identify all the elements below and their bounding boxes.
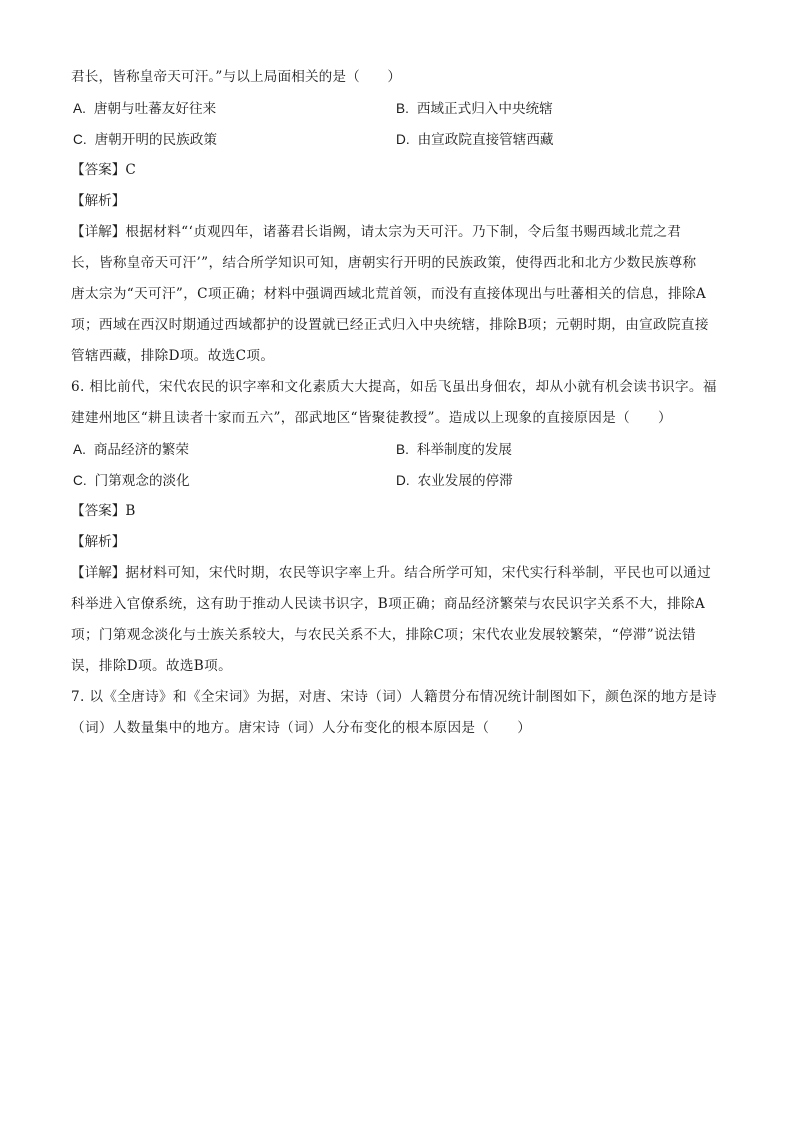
- q5-options-row-1: [71, 93, 723, 124]
- q5-answer: [71, 155, 723, 186]
- q5-option-a-text: 唐朝与吐蕃友好往来: [93, 101, 217, 117]
- q6-detail-line-1: [71, 558, 723, 589]
- q6-option-b-text: 科举制度的发展: [416, 442, 512, 458]
- q6-detail: [71, 558, 723, 682]
- q5-stem-tail: 君长，皆称皇帝天可汗。”与以上局面相关的是（ ）: [71, 69, 402, 85]
- q6-stem-line-2: 建建州地区“耕且读者十家而五六”，邵武地区“皆聚徒教授”。造成以上现象的直接原因是（ ）: [71, 410, 672, 426]
- q6-options-row-2: [71, 465, 723, 496]
- q5-answer-label: 【答案】: [71, 162, 126, 178]
- q6-option-a: [73, 434, 189, 466]
- q6-detail-line-4: 误，排除D项。故选B项。: [71, 658, 233, 674]
- q6-stem-line-1: 6. 相比前代，宋代农民的识字率和文化素质大大提高，如岳飞虽出身佃农，却从小就有机会读书识字。福: [71, 379, 717, 395]
- q5-options-row-2: [71, 124, 723, 155]
- q5-analysis-label-text: 【解析】: [71, 193, 126, 209]
- q6-answer-label: 【答案】: [71, 503, 126, 519]
- q6-detail-line-3: 项；门第观念淡化与士族关系较大，与农民关系不大，排除C项；宋代农业发展较繁荣，“停滞”说法错: [71, 627, 696, 643]
- q6-option-b-key: B.: [396, 442, 409, 457]
- q5-option-a: [73, 93, 216, 125]
- q5-option-d-text: 由宣政院直接管辖西藏: [417, 132, 554, 148]
- q5-detail-line-1: [71, 217, 723, 248]
- q5-option-d: [396, 124, 554, 156]
- q5-option-b: [396, 93, 553, 125]
- q6-analysis-label: [71, 527, 723, 558]
- q5-detail: [71, 217, 723, 372]
- q5-answer-value: C: [125, 162, 136, 178]
- q5-option-b-text: 西域正式归入中央统辖: [416, 101, 553, 117]
- q5-detail-line-3: 唐太宗为“天可汗”，C项正确；材料中强调西域北荒首领，而没有直接体现出与吐蕃相关的信息，排除A: [71, 286, 707, 302]
- q5-option-b-key: B.: [396, 101, 409, 116]
- q7-stem-line-2: （词）人数量集中的地方。唐宋诗（词）人分布变化的根本原因是（ ）: [71, 720, 532, 736]
- q6-detail-text-1: 据材料可知，宋代时期，农民等识字率上升。结合所学可知，宋代实行科举制，平民也可以通过: [125, 565, 712, 581]
- q6-option-c: [73, 465, 190, 497]
- q7-stem: [71, 682, 723, 744]
- q5-detail-line-4: 项；西域在西汉时期通过西域都护的设置就已经正式归入中央统辖，排除B项；元朝时期，由宣政院直接: [71, 317, 709, 333]
- q6-option-d-key: D.: [396, 473, 410, 488]
- q6-detail-line-2: 科举进入官僚系统，这有助于推动人民读书识字，B项正确；商品经济繁荣与农民识字关系不大，排除A: [71, 596, 706, 612]
- q6-analysis-label-text: 【解析】: [71, 534, 126, 550]
- q6-option-d-text: 农业发展的停滞: [417, 473, 513, 489]
- q5-option-d-key: D.: [396, 132, 410, 147]
- q6-option-c-text: 门第观念的淡化: [94, 473, 190, 489]
- q5-analysis-label: [71, 186, 723, 217]
- q6-option-a-key: A.: [73, 442, 86, 457]
- document-page: [71, 62, 723, 744]
- q6-detail-label: 【详解】: [71, 565, 126, 581]
- q6-option-c-key: C.: [73, 473, 87, 488]
- q5-option-c: [73, 124, 217, 156]
- q6-answer-value: B: [125, 503, 136, 519]
- q5-option-a-key: A.: [73, 101, 86, 116]
- q6-option-d: [396, 465, 513, 497]
- q5-option-c-key: C.: [73, 132, 87, 147]
- q6-option-b: [396, 434, 512, 466]
- q6-answer: [71, 496, 723, 527]
- q7-stem-line-1: 7. 以《全唐诗》和《全宋词》为据，对唐、宋诗（词）人籍贯分布情况统计制图如下，颜色深的地方是诗: [71, 689, 717, 705]
- q5-detail-label: 【详解】: [71, 224, 126, 240]
- q5-detail-line-2: 长，皆称皇帝天可汗’”，结合所学知识可知，唐朝实行开明的民族政策，使得西北和北方少数民族尊称: [71, 255, 697, 271]
- q6-option-a-text: 商品经济的繁荣: [93, 442, 189, 458]
- q5-option-c-text: 唐朝开明的民族政策: [94, 132, 217, 148]
- q5-detail-text-1: 根据材料“‘贞观四年，诸蕃君长诣阙，请太宗为天可汗。乃下制，令后玺书赐西域北荒之君: [125, 224, 682, 240]
- q5-detail-line-5: 管辖西藏，排除D项。故选C项。: [71, 348, 275, 364]
- q6-options-row-1: [71, 434, 723, 465]
- q6-stem: [71, 372, 723, 434]
